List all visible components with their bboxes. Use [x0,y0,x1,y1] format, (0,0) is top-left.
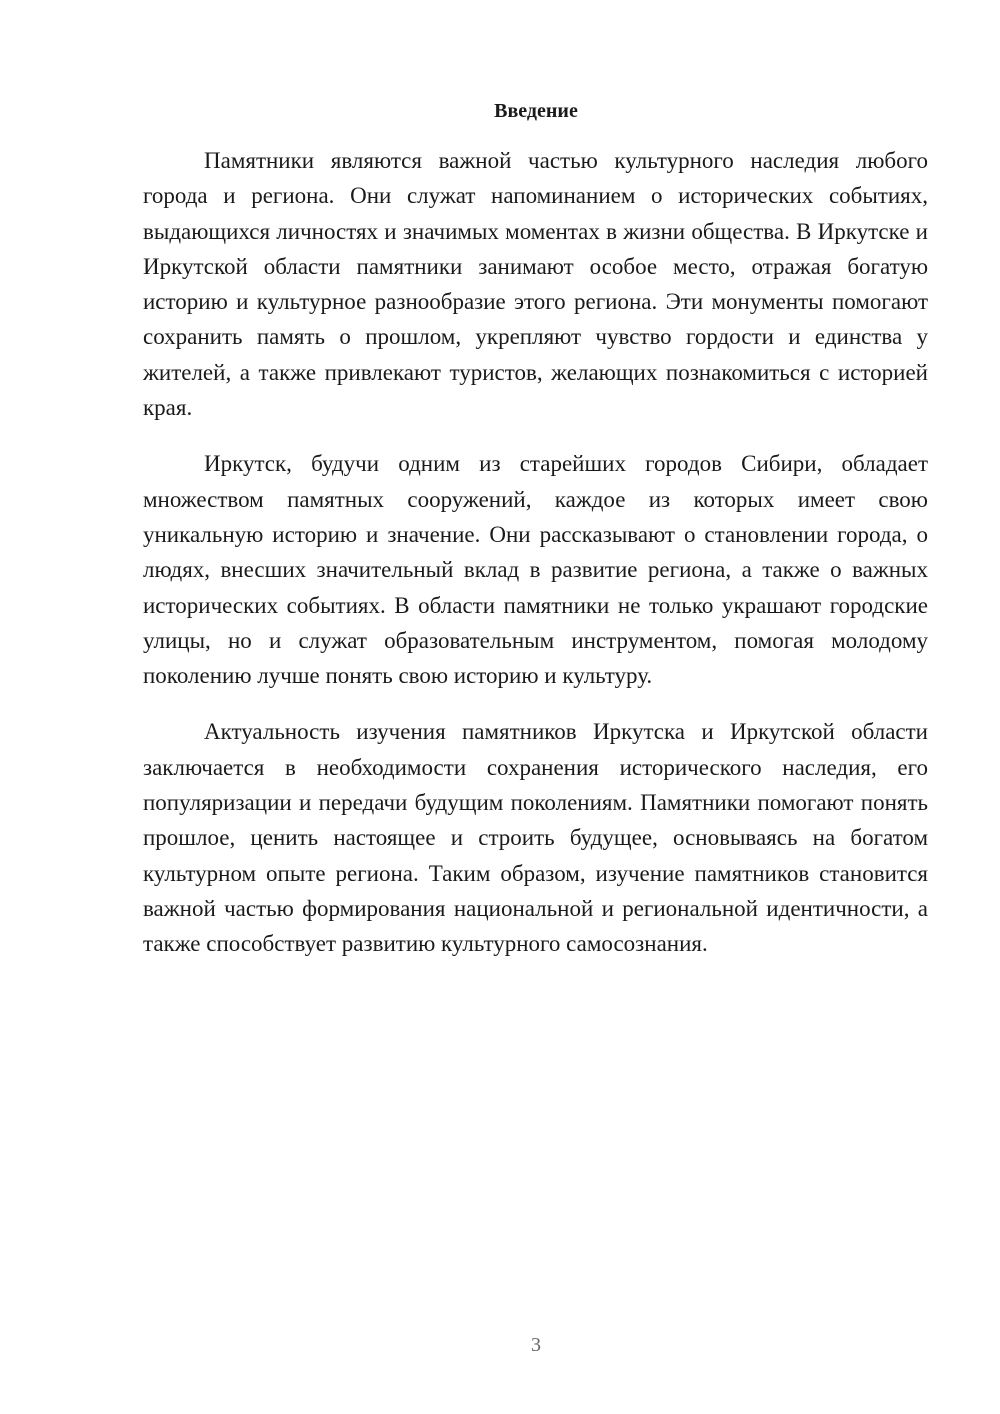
section-title: Введение [494,100,578,122]
paragraph-3: Актуальность изучения памятников Иркутска и Иркутской области заключается в необходимости сохранения исторического наследия, его популяризации и передачи будущим поколениям. Памятники помогают понять прошлое, ценить настоящее и строить будущее, основываясь на богатом культурном опыте региона. Таким образом, изучение памятников становится важной частью формирования национальной и региональной идентичности, а также способствует развитию культурного самосознания. [143,719,928,957]
body-text [143,143,928,983]
paragraph-2: Иркутск, будучи одним из старейших городов Сибири, обладает множеством памятных сооружений, каждое из которых имеет свою уникальную историю и значение. Они рассказывают о становлении города, о людях, внесших значительный вклад в развитие региона, а также о важных исторических событиях. В области памятники не только украшают городские улицы, но и служат образовательным инструментом, помогая молодому поколению лучше понять свою историю и культуру. [143,451,928,689]
paragraph-1: Памятники являются важной частью культурного наследия любого города и региона. Они служат напоминанием о исторических событиях, выдающихся личностях и значимых моментах в жизни общества. В Иркутске и Иркутской области памятники занимают особое место, отражая богатую историю и культурное разнообразие этого региона. Эти монументы помогают сохранить память о прошлом, укрепляют чувство гордости и единства у жителей, а также привлекают туристов, желающих познакомиться с историей края. [143,148,928,421]
page-number: 3 [531,1334,541,1356]
